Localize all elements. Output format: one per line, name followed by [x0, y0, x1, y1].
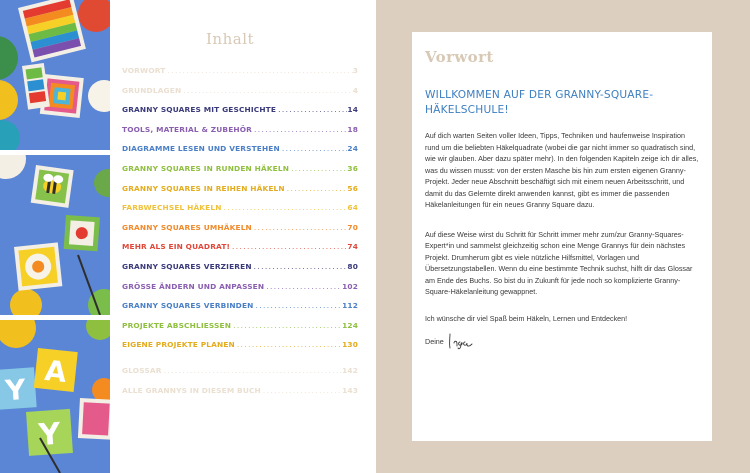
- toc-leader-dots: [261, 386, 342, 395]
- toc-entry-title: GRANNY SQUARES UMHÄKELN: [122, 222, 252, 232]
- toc-leader-dots: [222, 203, 348, 212]
- toc-leader-dots: [252, 223, 348, 232]
- foreword-title: WILLKOMMEN AUF DER GRANNY-SQUARE-HÄKELSCHULE!: [425, 89, 654, 116]
- toc-entry-title: TOOLS, MATERIAL & ZUBEHÖR: [122, 124, 253, 134]
- toc-entry-page: 112: [342, 301, 358, 311]
- toc-entry-title: FARBWECHSEL HÄKELN: [122, 203, 222, 213]
- foreword-heading: Vorwort: [425, 48, 494, 66]
- toc-page: [110, 0, 376, 473]
- toc-entry-title: GRANNY SQUARES IN RUNDEN HÄKELN: [122, 163, 290, 173]
- svg-text:Y: Y: [4, 372, 27, 408]
- toc-entry-title: DIAGRAMME LESEN UND VERSTEHEN: [122, 144, 280, 154]
- toc-entry[interactable]: [122, 321, 358, 341]
- foreword-paragraph: Ich wünsche dir viel Spaß beim Häkeln, Lernen und Entdecken!: [425, 313, 628, 323]
- toc-entry-title: GRUNDLAGEN: [122, 85, 182, 95]
- toc-entry-title: MEHR ALS EIN QUADRAT!: [122, 242, 231, 252]
- handwritten-signature: [447, 332, 475, 350]
- toc-list: [122, 66, 358, 405]
- toc-entry[interactable]: [122, 386, 358, 406]
- toc-entry-page: 70: [347, 222, 358, 232]
- toc-entry-page: 74: [347, 242, 358, 252]
- toc-entry-page: 130: [342, 340, 358, 350]
- toc-entry[interactable]: [122, 242, 358, 262]
- toc-entry[interactable]: [122, 125, 358, 145]
- signature-prefix: Deine: [425, 336, 444, 346]
- toc-entry-page: 56: [347, 183, 358, 193]
- toc-entry[interactable]: [122, 184, 358, 204]
- toc-leader-dots: [162, 366, 343, 375]
- toc-entry[interactable]: [122, 301, 358, 321]
- toc-entry[interactable]: [122, 66, 358, 86]
- photo-bee-squares: [0, 155, 110, 315]
- toc-entry-title: GLOSSAR: [122, 365, 162, 375]
- toc-leader-dots: [230, 242, 347, 251]
- toc-entry-page: 64: [347, 203, 358, 213]
- toc-entry[interactable]: [122, 144, 358, 164]
- toc-entry[interactable]: [122, 262, 358, 282]
- svg-text:Y: Y: [37, 416, 62, 454]
- toc-leader-dots: [181, 86, 352, 95]
- toc-leader-dots: [231, 321, 342, 330]
- toc-entry-page: 24: [347, 144, 358, 154]
- photo-letter-squares: [0, 320, 110, 473]
- toc-entry-title: GRANNY SQUARES IN REIHEN HÄKELN: [122, 183, 285, 193]
- toc-heading: Inhalt: [206, 30, 255, 48]
- toc-leader-dots: [254, 301, 343, 310]
- toc-entry-title: GRANNY SQUARES VERZIEREN: [122, 261, 252, 271]
- toc-entry-title: PROJEKTE ABSCHLIESSEN: [122, 320, 232, 330]
- toc-entry-title: GRÖSSE ÄNDERN UND ANPASSEN: [122, 281, 265, 291]
- toc-leader-dots: [285, 184, 348, 193]
- toc-entry[interactable]: [122, 203, 358, 223]
- toc-entry-title: GRANNY SQUARES VERBINDEN: [122, 301, 254, 311]
- toc-entry-title: VORWORT: [122, 66, 166, 75]
- toc-leader-dots: [165, 66, 352, 75]
- toc-entry[interactable]: [122, 282, 358, 302]
- toc-entry-page: 3: [352, 66, 358, 75]
- toc-entry-title: GRANNY SQUARES MIT GESCHICHTE: [122, 105, 277, 115]
- toc-entry[interactable]: [122, 366, 358, 386]
- toc-entry-page: 18: [347, 124, 358, 134]
- foreword-page: [376, 0, 750, 473]
- toc-entry-page: 4: [352, 85, 358, 95]
- toc-leader-dots: [252, 262, 348, 271]
- toc-entry[interactable]: [122, 223, 358, 243]
- toc-leader-dots: [289, 164, 347, 173]
- photo-strip: [0, 0, 110, 473]
- toc-entry-page: 124: [342, 320, 358, 330]
- toc-entry-page: 142: [342, 365, 358, 375]
- toc-leader-dots: [280, 144, 348, 153]
- toc-entry-page: 143: [342, 385, 358, 395]
- toc-entry-page: 102: [342, 281, 358, 291]
- svg-text:A: A: [43, 353, 69, 390]
- foreword-card: [412, 32, 712, 441]
- toc-entry[interactable]: [122, 86, 358, 106]
- toc-entry-page: 80: [347, 261, 358, 271]
- toc-leader-dots: [252, 125, 347, 134]
- toc-leader-dots: [235, 340, 342, 349]
- toc-entry-page: 36: [347, 163, 358, 173]
- photo-rainbow-squares: [0, 0, 110, 150]
- toc-entry[interactable]: [122, 105, 358, 125]
- foreword-paragraph: Auf dich warten Seiten voller Ideen, Tipps, Techniken und haufenweise Inspiration rund um die beliebten Häkelquadrate (wobei die gar nicht immer so quadratisch sind, wie wir glauben. Aber dazu später mehr). In den folgenden Kapiteln zeige ich dir alles, was du wissen musst: von der ersten Masche bis hin zum ersten eigenen Granny-Projekt. Jeder neue Abschnitt beschäftigt sich mit einem neuen Arbeitsschritt, und damit du das Gelernte direkt anwenden kannst, gibt es immer die passenden Häkelanleitungen für ein neues Granny Square dazu.: [425, 131, 699, 209]
- toc-leader-dots: [264, 282, 342, 291]
- toc-entry-page: 14: [347, 105, 358, 115]
- foreword-paragraph: Auf diese Weise wirst du Schritt für Schritt immer mehr zum/zur Granny-Squares-Expert*in und sammelst gleichzeitig schon eine Menge Grannys für dein nächstes Projekt. Drumherum gibt es viele nützliche Hilfsmittel, Vorlagen und Übersetzungstabellen. Wenn du eine bestimmte Technik suchst, hilft dir das Glossar am Ende des Buchs. So bist du in Zukunft für jede noch so komplizierte Granny-Square-Häkelanleitung gewappnet.: [425, 229, 693, 296]
- toc-entry[interactable]: [122, 340, 358, 360]
- toc-entry[interactable]: [122, 164, 358, 184]
- toc-leader-dots: [276, 105, 347, 114]
- toc-entry-title: EIGENE PROJEKTE PLANEN: [122, 340, 235, 350]
- toc-entry-title: ALLE GRANNYS IN DIESEM BUCH: [122, 385, 261, 395]
- signature-line: [425, 332, 700, 350]
